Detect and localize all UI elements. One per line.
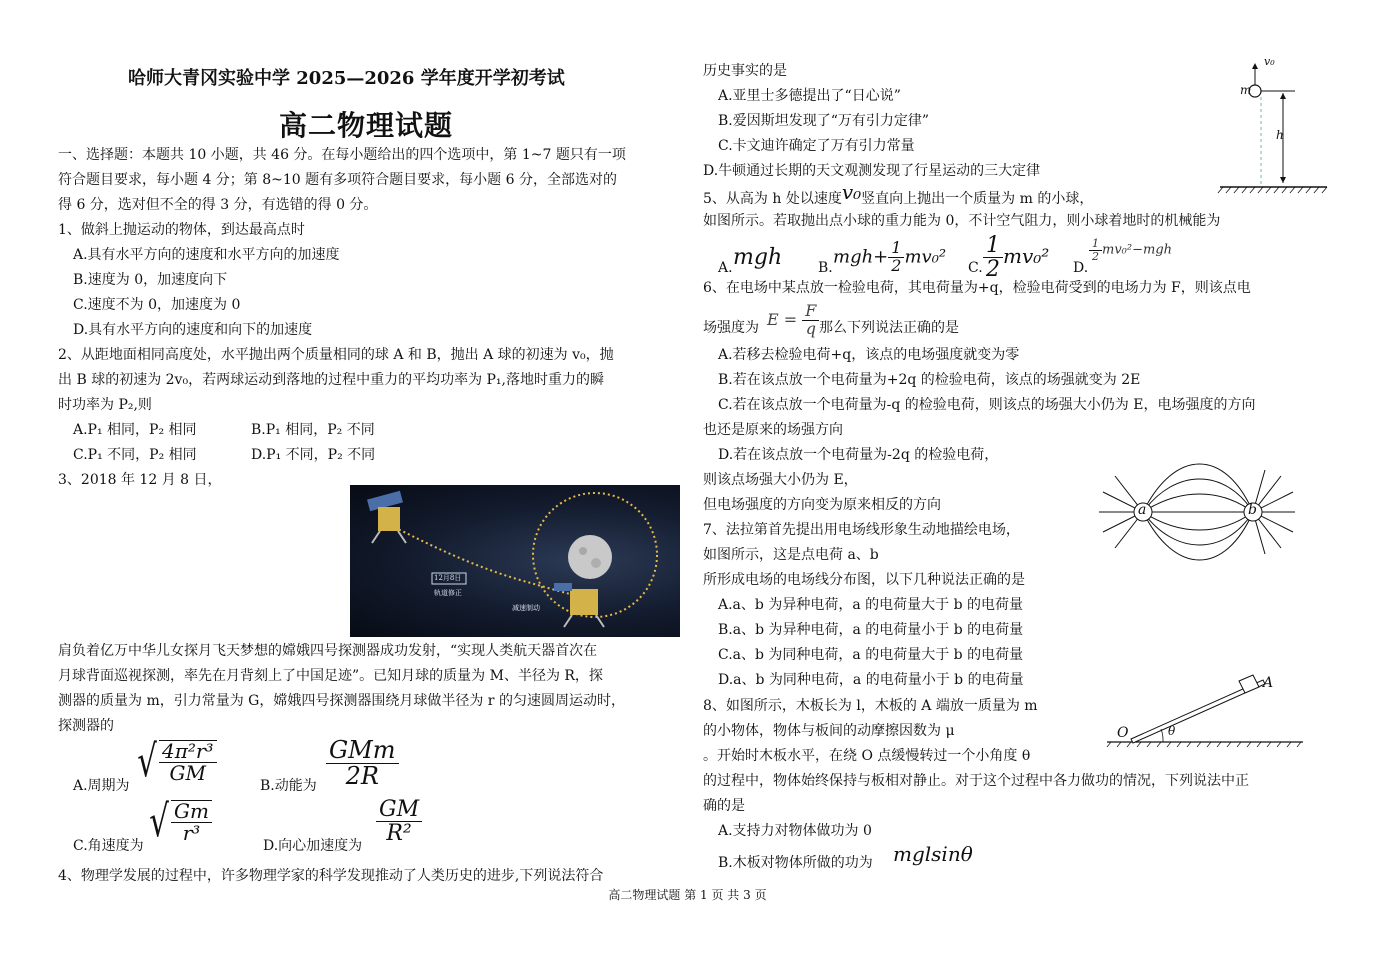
page-footer: 高二物理试题 第 1 页 共 3 页: [608, 888, 767, 902]
school-title: 哈师大青冈实验中学 2025—2026 学年度开学初考试: [128, 68, 565, 89]
formula-denominator: 2: [1092, 249, 1099, 263]
q5-option-b-formula: [833, 240, 946, 275]
q3-option-b-label: B.动能为: [260, 778, 317, 794]
q3-option-d-label: D.向心加速度为: [263, 838, 363, 854]
question-3-stem: 月球背面巡视探测，率先在月背刻上了中国足迹”。已知月球的质量为 M、半径为 R，探: [58, 668, 603, 684]
q3-option-d-formula: [376, 798, 422, 845]
q8-option-b-label: B.木板对物体所做的功为: [718, 855, 873, 871]
formula-numerator: 1: [1089, 238, 1102, 251]
q5-figure: [1215, 55, 1335, 195]
q2-option-b: B.P₁ 相同，P₂ 不同: [251, 422, 375, 438]
q6-option-c: C.若在该点放一个电荷量为-q 的检验电荷，则该点的场强大小仍为 E，电场强度的方向: [718, 397, 1256, 413]
formula-denominator: 2: [986, 257, 1000, 283]
q4-option-c: C.卡文迪许确定了万有引力常量: [718, 138, 915, 154]
question-2-stem: 出 B 球的初速为 2v₀，若两球运动到落地的过程中重力的平均功率为 P₁,落地时重力的瞬: [58, 372, 604, 388]
q5-c-expr: mv₀²: [1003, 244, 1050, 269]
q5-stem-part2: 竖直向上抛出一个质量为 m 的小球，: [861, 191, 1094, 207]
question-3-stem: 测器的质量为 m，引力常量为 G，嫦娥四号探测器围绕月球做半径为 r 的匀速圆周运动时，: [58, 693, 625, 709]
q4-option-b: B.爱因斯坦发现了“万有引力定律”: [718, 113, 930, 129]
image-brake-label: 减速制动: [512, 604, 540, 612]
q6-option-b: B.若在该点放一个电荷量为+2q 的检验电荷，该点的场强就变为 2E: [718, 372, 1141, 388]
q6-field-formula: [767, 303, 819, 338]
question-8-stem: 8、如图所示，木板长为 l，木板的 A 端放一质量为 m: [703, 698, 1038, 714]
page-title: 高二物理试题: [279, 109, 454, 142]
q1-option-c: C.速度不为 0，加速度为 0: [73, 297, 241, 313]
section-intro-line: 得 6 分，选对但不全的得 3 分，有选错的得 0 分。: [58, 197, 378, 213]
q5-fig-v0-label: v₀: [1264, 55, 1275, 68]
formula-numerator: F: [802, 303, 819, 321]
q7-option-d: D.a、b 为同种电荷，a 的电荷量小于 b 的电荷量: [718, 672, 1024, 688]
q3-option-a-label: A.周期为: [73, 778, 130, 794]
formula-denominator: 2R: [345, 762, 379, 791]
image-orbit-label: 轨道修正: [434, 589, 462, 597]
question-7-stem: 所形成电场的电场线分布图，以下几种说法正确的是: [703, 572, 1025, 588]
question-5-stem: [703, 180, 1094, 209]
q5-stem-part1: 5、从高为 h 处以速度: [703, 191, 842, 207]
q5-option-a-formula: mgh: [733, 245, 783, 270]
formula-numerator: 1: [983, 234, 1003, 258]
q1-option-b: B.速度为 0，加速度向下: [73, 272, 228, 288]
formula-numerator: 1: [888, 240, 904, 258]
q8-point-o-label: O: [1117, 725, 1129, 741]
question-8-stem: 的过程中，物体始终保持与板相对静止。对于这个过程中各力做功的情况，下列说法中正: [703, 773, 1249, 789]
probe-illustration: [350, 485, 680, 637]
q6-option-a: A.若移去检验电荷+q，该点的电场强度就变为零: [718, 347, 1020, 363]
q8-board-figure: [1105, 665, 1315, 755]
q8-option-a: A.支持力对物体做功为 0: [718, 823, 872, 839]
q6-option-d: 但电场强度的方向变为原来相反的方向: [703, 497, 941, 513]
question-2-stem: 2、从距地面相同高度处，水平抛出两个质量相同的球 A 和 B，抛出 A 球的初速为 v₀，抛: [58, 347, 614, 363]
formula-denominator: GM: [169, 761, 207, 785]
question-1-stem: 1、做斜上抛运动的物体，到达最高点时: [58, 222, 305, 238]
q5-option-d-formula: [1089, 238, 1172, 262]
formula-denominator: R²: [386, 821, 412, 847]
q3-option-a-formula: √ $\frac{\text{4π²r³}}{GM}$: [133, 740, 217, 784]
question-8-stem: 。开始时木板水平，在绕 O 点缓慢转过一个小角度 θ: [703, 748, 1031, 764]
question-6-stem: 6、在电场中某点放一检验电荷，其电荷量为+q，检验电荷受到的电场力为 F，则该点电: [703, 280, 1251, 296]
q6-formula-e: E =: [767, 309, 798, 329]
q7-field-line-figure: [1095, 458, 1355, 568]
section-intro-line: 符合题目要求，每小题 4 分；第 8~10 题有多项符合题目要求，每小题 6 分，全部选对的: [58, 172, 617, 188]
formula-denominator: 2: [891, 255, 902, 275]
q4-option-a: A.亚里士多德提出了“日心说”: [718, 88, 901, 104]
q8-option-b-formula: mglsinθ: [893, 842, 973, 866]
q7-option-c: C.a、b 为同种电荷，a 的电荷量大于 b 的电荷量: [718, 647, 1024, 663]
question-8-stem: 的小物体，物体与板间的动摩擦因数为 μ: [703, 723, 955, 739]
q5-b-part1: mgh+: [833, 246, 889, 268]
q1-option-d: D.具有水平方向的速度和向下的加速度: [73, 322, 313, 338]
q5-option-c-label: C.: [968, 260, 983, 276]
q5-b-part2: mv₀²: [904, 246, 947, 268]
question-5-stem: 如图所示。若取抛出点小球的重力能为 0，不计空气阻力，则小球着地时的机械能为: [703, 213, 1221, 229]
q5-option-d-label: D.: [1073, 260, 1089, 276]
q5-d-expr: mv₀²−mgh: [1102, 242, 1173, 258]
change4-probe-image: [350, 485, 680, 637]
question-3-stem: 肩负着亿万中华儿女探月飞天梦想的嫦娥四号探测器成功发射，“实现人类航天器首次在: [58, 643, 598, 659]
q8-point-a-label: A: [1263, 675, 1274, 691]
question-6-stem: [703, 318, 759, 338]
formula-denominator: r³: [182, 821, 201, 845]
q4-option-d: D.牛顿通过长期的天文观测发现了行星运动的三大定律: [703, 163, 1041, 179]
q7-charge-b-label: b: [1248, 502, 1257, 518]
q5-option-c-formula: [983, 234, 1049, 281]
q5-stem-v0: v₀: [841, 180, 862, 204]
q1-option-a: A.具有水平方向的速度和水平方向的加速度: [73, 247, 340, 263]
question-3-stem: 探测器的: [58, 718, 114, 734]
q3-option-b-formula: [326, 738, 399, 789]
question-8-stem: 确的是: [703, 798, 745, 814]
q5-option-b-label: B.: [818, 260, 833, 276]
q2-option-d: D.P₁ 不同，P₂ 不同: [251, 447, 376, 463]
q6-option-d: D.若在该点放一个电荷量为-2q 的检验电荷，: [718, 447, 999, 463]
formula-denominator: q: [805, 318, 816, 338]
question-4-stem: 4、物理学发展的过程中，许多物理学家的科学发现推动了人类历史的进步,下列说法符合: [58, 868, 604, 884]
section-intro-line: 一、选择题：本题共 10 小题，共 46 分。在每小题给出的四个选项中，第 1~7 题只有一项: [58, 147, 626, 163]
q2-option-c: C.P₁ 不同，P₂ 相同: [73, 447, 197, 463]
q3-option-c-formula: √ $\frac{Gm}{\text{r³}}$: [145, 800, 212, 844]
q3-option-c-label: C.角速度为: [73, 838, 144, 854]
image-date-label: 12月8日: [434, 574, 462, 582]
q6-option-c: 也还是原来的场强方向: [703, 422, 843, 438]
q5-fig-h-label: h: [1276, 128, 1284, 142]
question-7-stem: 7、法拉第首先提出用电场线形象生动地描绘电场，: [703, 522, 1020, 538]
q5-fig-m-label: m: [1240, 83, 1252, 97]
q7-charge-a-label: a: [1138, 502, 1147, 518]
q6-stem-part2: 那么下列说法正确的是: [819, 320, 959, 336]
question-4-stem: 历史事实的是: [703, 63, 787, 79]
formula-numerator: GM: [376, 798, 422, 822]
q5-option-a-label: A.: [718, 260, 733, 276]
formula-numerator: Gm: [171, 801, 212, 823]
question-7-stem: 如图所示，这是点电荷 a、b: [703, 547, 879, 563]
q6-stem-part1: 场强度为: [703, 320, 759, 336]
q8-theta-label: θ: [1168, 724, 1176, 738]
question-2-stem: 时功率为 P₂,则: [58, 397, 152, 413]
formula-numerator: GMm: [326, 738, 399, 764]
q6-option-d: 则该点场强大小仍为 E，: [703, 472, 858, 488]
formula-numerator: 4π²r³: [159, 741, 216, 763]
q2-option-a: A.P₁ 相同，P₂ 相同: [73, 422, 197, 438]
question-3-stem: 3、2018 年 12 月 8 日，: [58, 472, 222, 488]
q7-option-a: A.a、b 为异种电荷，a 的电荷量大于 b 的电荷量: [718, 597, 1023, 613]
q7-option-b: B.a、b 为异种电荷，a 的电荷量小于 b 的电荷量: [718, 622, 1024, 638]
